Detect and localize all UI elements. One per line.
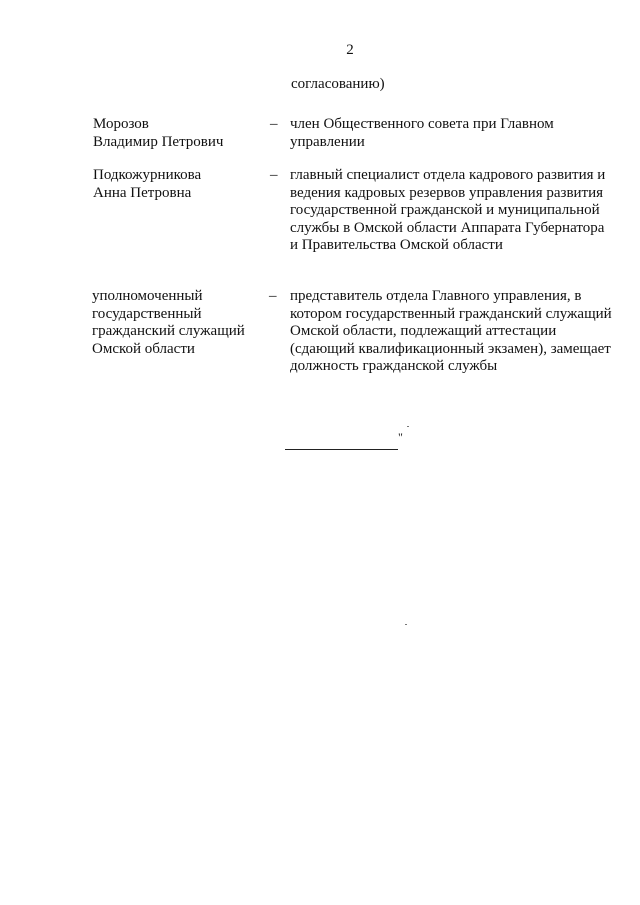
scan-speck bbox=[405, 624, 407, 625]
member-surname: Морозов bbox=[93, 116, 149, 132]
member-given-names: Владимир Петрович bbox=[93, 133, 224, 150]
member-role: представитель отдела Главного управления, в котором государственный гражданский служащий Омской области, подлежащий аттестации (сдающий квалификационный экзамен), замещает должность гражданской службы bbox=[290, 288, 612, 374]
member-title-line: уполномоченный bbox=[92, 288, 203, 304]
dash-separator: – bbox=[269, 288, 277, 304]
dash-separator: – bbox=[270, 167, 278, 183]
member-role: член Общественного совета при Главном управлении bbox=[290, 116, 554, 150]
closing-quote: " bbox=[398, 430, 403, 444]
member-surname: Подкожурникова bbox=[93, 167, 202, 183]
page-number: 2 bbox=[346, 42, 354, 58]
member-role: главный специалист отдела кадрового развития и ведения кадровых резервов управления развития государственной гражданской и муниципальной службы в Омской области Аппарата Губернатора и Правительства Омской области bbox=[290, 167, 606, 253]
member-name bbox=[93, 167, 263, 202]
dash-separator: – bbox=[270, 116, 278, 132]
member-name bbox=[92, 288, 262, 358]
continuation-text: согласованию) bbox=[291, 76, 385, 92]
closing-underline bbox=[285, 439, 398, 450]
member-name bbox=[93, 116, 263, 151]
scan-speck bbox=[407, 426, 409, 427]
member-given-names: Анна Петровна bbox=[93, 184, 192, 201]
member-title-line: Омской области bbox=[92, 340, 195, 357]
closing-mark bbox=[285, 430, 403, 450]
member-title-line: государственный bbox=[92, 305, 202, 322]
member-title-line: гражданский служащий bbox=[92, 323, 245, 339]
